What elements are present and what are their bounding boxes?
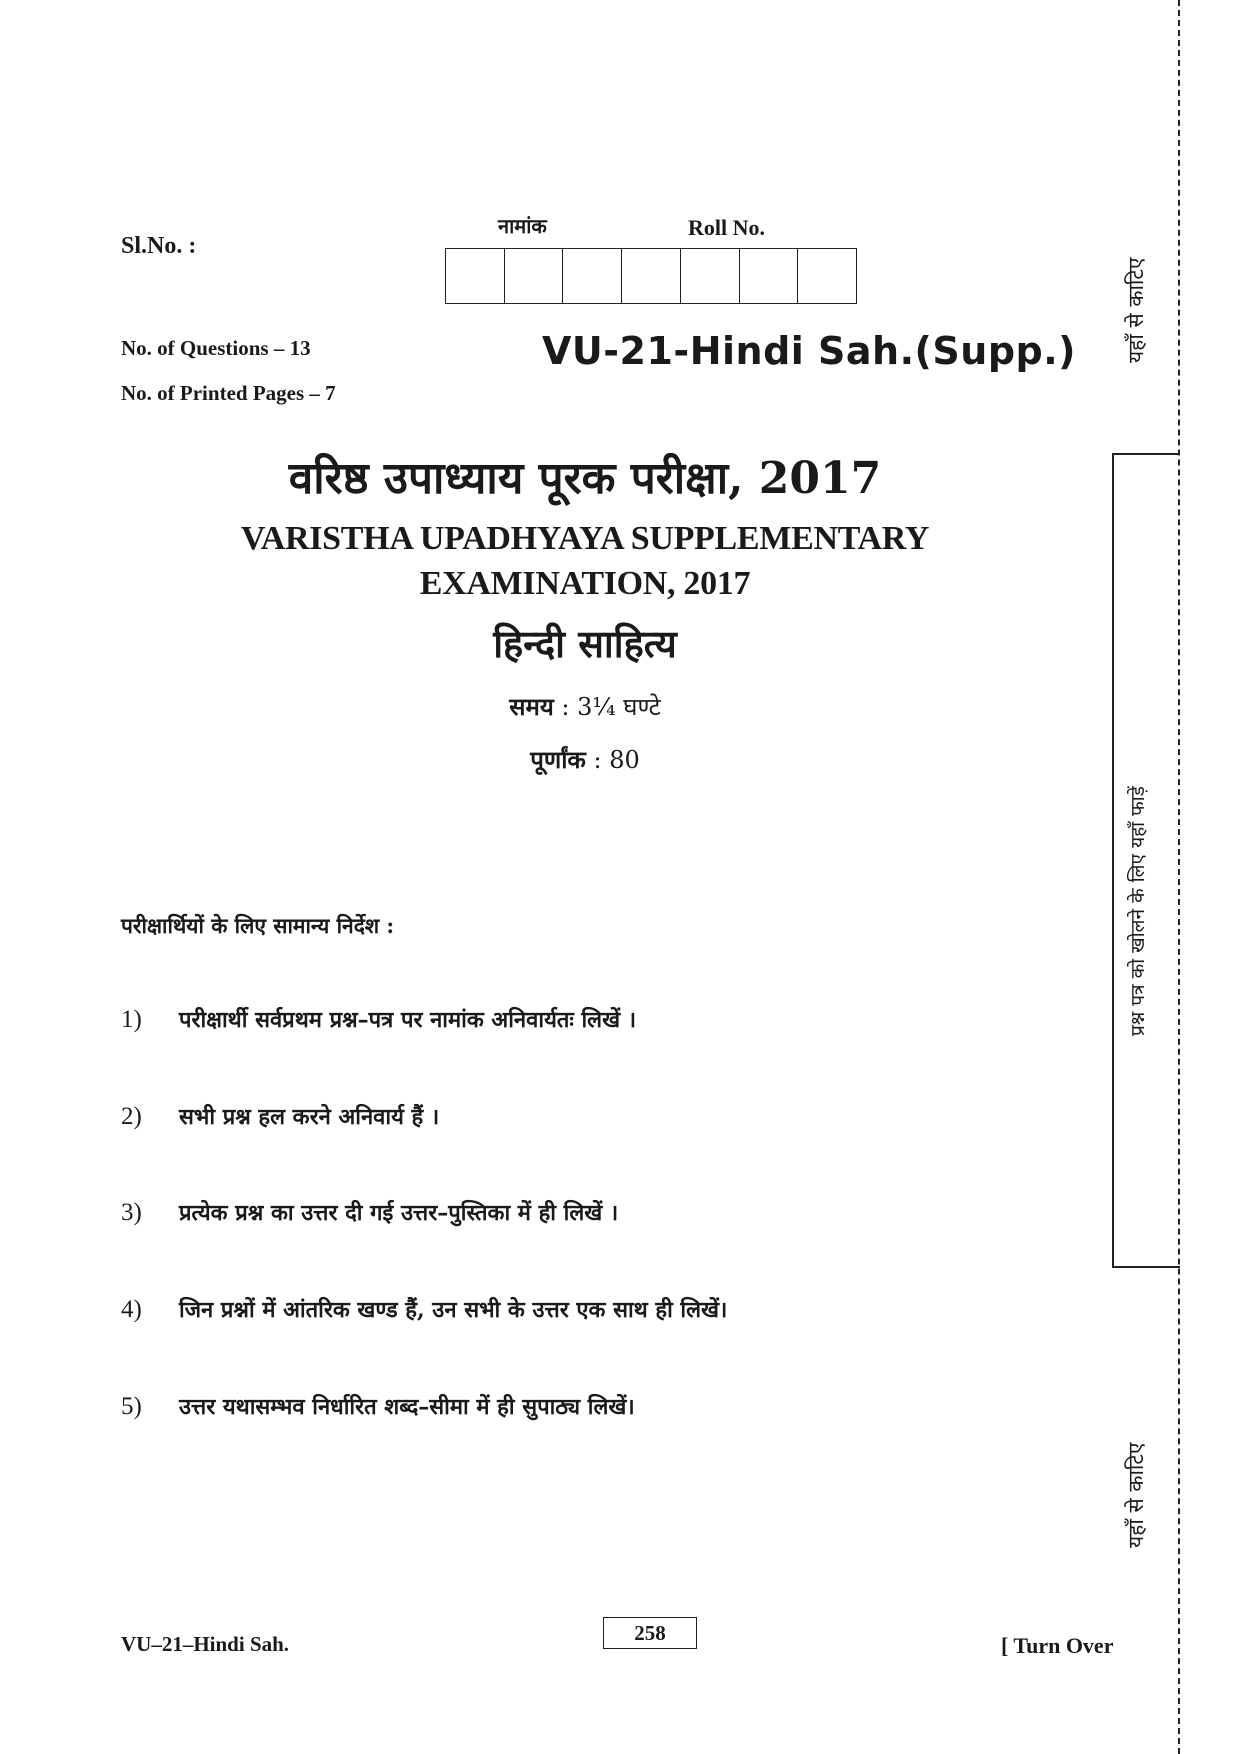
page-number-box: 258	[603, 1617, 697, 1649]
instruction-text: उत्तर यथासम्भव निर्धारित शब्द–सीमा में ही सुपाठ्य लिखें।	[179, 1394, 635, 1420]
roll-number-boxes	[445, 248, 857, 304]
instruction-text: सभी प्रश्न हल करने अनिवार्य हैं ।	[179, 1104, 440, 1130]
instruction-item	[121, 1197, 618, 1227]
namank-label: नामांक	[498, 214, 547, 238]
turn-over-label: [ Turn Over	[1001, 1633, 1114, 1658]
instruction-number: 4)	[121, 1296, 142, 1323]
roll-digit-box	[505, 249, 564, 303]
roll-digit-box	[740, 249, 799, 303]
subject-title: हिन्दी साहित्य	[493, 621, 677, 666]
number-of-questions: No. of Questions – 13	[121, 336, 311, 360]
instruction-number: 1)	[121, 1006, 142, 1033]
serial-number-label: Sl.No. :	[121, 233, 197, 259]
maximum-marks	[0, 743, 1170, 776]
time-allowed	[0, 690, 1170, 723]
number-of-printed-pages: No. of Printed Pages – 7	[121, 381, 336, 405]
instruction-text: परीक्षार्थी सर्वप्रथम प्रश्न–पत्र पर नामांक अनिवार्यतः लिखें ।	[179, 1007, 637, 1033]
cut-here-label-top: यहाँ से काटिए	[1124, 257, 1148, 363]
footer-paper-code: VU–21–Hindi Sah.	[121, 1632, 290, 1656]
instructions-heading: परीक्षार्थियों के लिए सामान्य निर्देश :	[121, 913, 395, 938]
cut-here-label-bottom: यहाँ से काटिए	[1124, 1442, 1148, 1548]
roll-digit-box	[681, 249, 740, 303]
instruction-text: प्रत्येक प्रश्न का उत्तर दी गई उत्तर–पुस्तिका में ही लिखें ।	[179, 1200, 619, 1226]
paper-code: VU-21-Hindi Sah.(Supp.)	[542, 329, 1077, 373]
time-value: : 3¼ घण्टे	[561, 693, 661, 721]
exam-title-english-line1: VARISTHA UPADHYAYA SUPPLEMENTARY	[240, 520, 930, 557]
marks-label: पूर्णांक	[530, 745, 586, 774]
roll-number-label: Roll No.	[688, 215, 765, 240]
instruction-item	[121, 1294, 727, 1324]
instruction-text: जिन प्रश्नों में आंतरिक खण्ड हैं, उन सभी के उत्तर एक साथ ही लिखें।	[179, 1297, 728, 1323]
exam-title-hindi: वरिष्ठ उपाध्याय पूरक परीक्षा, 2017	[288, 453, 882, 504]
instruction-item	[121, 1391, 635, 1421]
marks-value: : 80	[593, 746, 640, 774]
roll-digit-box	[446, 249, 505, 303]
instruction-number: 2)	[121, 1103, 142, 1130]
tear-to-open-label: प्रश्न पत्र को खोलने के लिए यहाँ फाड़ें	[1127, 786, 1149, 1036]
exam-title-english-line2: EXAMINATION, 2017	[419, 565, 751, 602]
roll-digit-box	[798, 249, 856, 303]
time-label: समय	[509, 692, 554, 721]
instruction-number: 3)	[121, 1199, 142, 1226]
instruction-item	[121, 1004, 636, 1034]
instruction-number: 5)	[121, 1393, 142, 1420]
roll-digit-box	[563, 249, 622, 303]
instruction-item	[121, 1101, 439, 1131]
roll-digit-box	[622, 249, 681, 303]
